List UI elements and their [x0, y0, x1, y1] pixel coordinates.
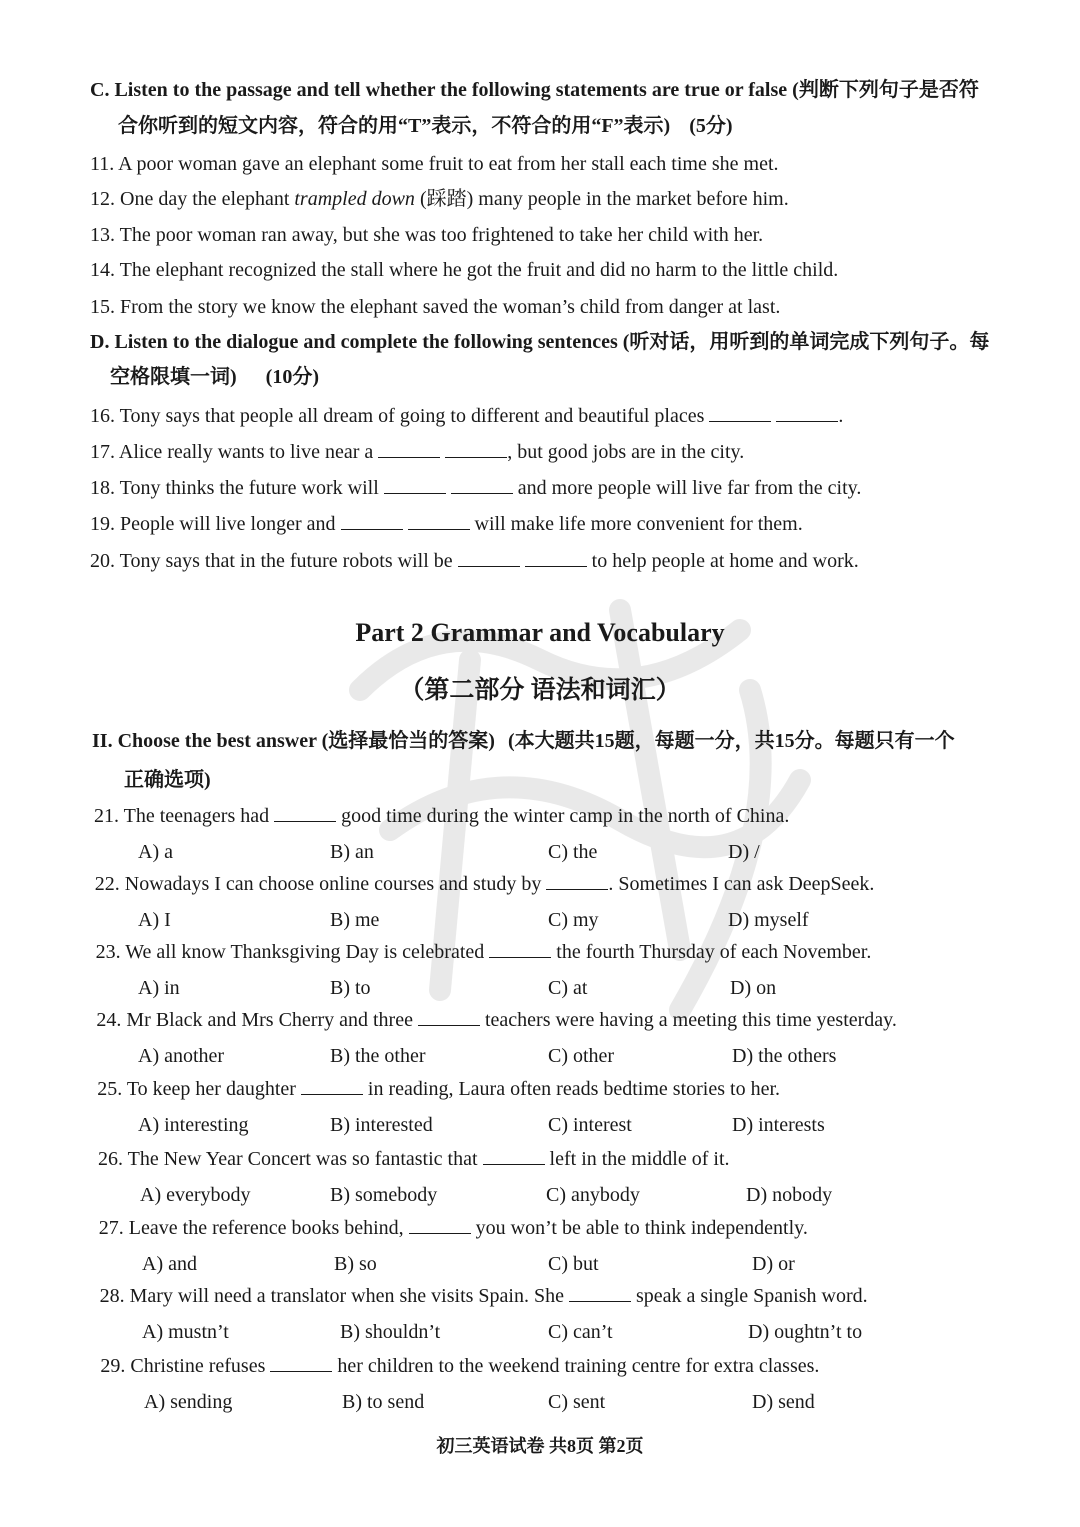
- statement-11: 11. A poor woman gave an elephant some fruit to eat from her stall each time she met.: [90, 153, 779, 175]
- option-d[interactable]: D) /: [728, 841, 760, 863]
- question-text: 24. Mr Black and Mrs Cherry and three: [96, 1009, 413, 1031]
- question-18: [90, 474, 861, 502]
- question-text-end: teachers were having a meeting this time yesterday.: [484, 1009, 897, 1031]
- option-d[interactable]: D) send: [752, 1391, 815, 1413]
- question-20-end: to help people at home and work.: [591, 550, 859, 572]
- question-29: [100, 1352, 819, 1380]
- answer-blank[interactable]: [525, 548, 587, 567]
- question-text: 22. Nowadays I can choose online courses and study by: [94, 873, 542, 895]
- option-b[interactable]: B) the other: [330, 1045, 426, 1067]
- section-ii-heading-cn: (选择最恰当的答案): [321, 730, 495, 752]
- question-text-end: good time during the winter camp in the north of China.: [341, 805, 790, 827]
- option-a[interactable]: A) in: [138, 977, 180, 999]
- option-c[interactable]: C) the: [548, 841, 598, 863]
- question-28: [100, 1282, 868, 1310]
- question-20: [90, 547, 859, 575]
- question-text-end: . Sometimes I can ask DeepSeek.: [608, 873, 875, 895]
- question-21: [94, 802, 789, 830]
- section-d-heading-cn: (听对话，用听到的单词完成下列句子。每: [622, 331, 990, 353]
- section-c-heading-cn2: 合你听到的短文内容，符合的用“T”表示，不符合的用“F”表示): [118, 115, 671, 137]
- section-ii-heading-en: II. Choose the best answer: [92, 730, 317, 752]
- question-26: [98, 1145, 730, 1173]
- question-16-text: 16. Tony says that people all dream of going to different and beautiful places: [90, 405, 705, 427]
- answer-blank[interactable]: [418, 1007, 480, 1026]
- question-text: 29. Christine refuses: [100, 1355, 266, 1377]
- option-d[interactable]: D) nobody: [746, 1184, 833, 1206]
- answer-blank[interactable]: [270, 1353, 332, 1372]
- section-c-heading-line2: [118, 112, 733, 140]
- option-c[interactable]: C) sent: [548, 1391, 606, 1413]
- option-b[interactable]: B) shouldn’t: [340, 1321, 441, 1343]
- option-c[interactable]: C) anybody: [546, 1184, 640, 1206]
- answer-blank[interactable]: [709, 403, 771, 422]
- statement-12-italic: trampled down: [294, 188, 415, 210]
- option-a[interactable]: A) a: [138, 841, 173, 863]
- option-c[interactable]: C) but: [548, 1253, 599, 1275]
- section-c-heading-en: C. Listen to the passage and tell whether the following statements are true or false: [90, 79, 788, 101]
- question-17-end: , but good jobs are in the city.: [507, 441, 745, 463]
- option-d[interactable]: D) or: [752, 1253, 795, 1275]
- option-b[interactable]: B) to send: [342, 1391, 425, 1413]
- question-18-text: 18. Tony thinks the future work will: [90, 477, 379, 499]
- page-footer: 初三英语试卷 共8页 第2页: [436, 1436, 644, 1456]
- section-d-points: (10分): [265, 366, 319, 388]
- section-d-heading: [90, 328, 989, 356]
- answer-blank[interactable]: [489, 939, 551, 958]
- question-text-end: left in the middle of it.: [549, 1148, 730, 1170]
- question-19-text: 19. People will live longer and: [90, 513, 336, 535]
- question-text-end: speak a single Spanish word.: [635, 1285, 868, 1307]
- question-text: 23. We all know Thanksgiving Day is celebrated: [95, 941, 485, 963]
- section-ii-heading: [92, 727, 955, 755]
- option-b[interactable]: B) me: [330, 909, 380, 931]
- option-c[interactable]: C) my: [548, 909, 599, 931]
- statement-12-rest: (踩踏) many people in the market before him.: [419, 188, 789, 210]
- section-d-heading-line2: [110, 363, 319, 391]
- option-a[interactable]: A) I: [138, 909, 171, 931]
- question-text-end: the fourth Thursday of each November.: [556, 941, 872, 963]
- statement-14: 14. The elephant recognized the stall where he got the fruit and did no harm to the little child.: [90, 259, 839, 281]
- option-c[interactable]: C) at: [548, 977, 588, 999]
- answer-blank[interactable]: [546, 871, 608, 890]
- section-ii-heading-cn2: (本大题共15题，每题一分，共15分。每题只有一个: [507, 730, 955, 752]
- section-c-heading: [90, 76, 979, 104]
- question-25: [97, 1075, 780, 1103]
- option-a[interactable]: A) another: [138, 1045, 225, 1067]
- answer-blank[interactable]: [483, 1146, 545, 1165]
- option-d[interactable]: D) on: [730, 977, 777, 999]
- question-text-end: in reading, Laura often reads bedtime stories to her.: [367, 1078, 781, 1100]
- question-19: [90, 510, 803, 538]
- question-18-end: and more people will live far from the city.: [517, 477, 862, 499]
- question-text-end: you won’t be able to think independently.: [475, 1217, 808, 1239]
- option-a[interactable]: A) everybody: [140, 1184, 251, 1206]
- question-17-text: 17. Alice really wants to live near a: [90, 441, 374, 463]
- section-c-points: (5分): [689, 115, 733, 137]
- answer-blank[interactable]: [408, 511, 470, 530]
- option-b[interactable]: B) an: [330, 841, 374, 863]
- option-b[interactable]: B) interested: [330, 1114, 433, 1136]
- answer-blank[interactable]: [384, 475, 446, 494]
- answer-blank[interactable]: [776, 403, 838, 422]
- statement-13: 13. The poor woman ran away, but she was too frightened to take her child with her.: [90, 224, 764, 246]
- section-c-heading-cn: (判断下列句子是否符: [792, 79, 979, 101]
- question-text: 27. Leave the reference books behind,: [98, 1217, 404, 1239]
- question-text-end: her children to the weekend training centre for extra classes.: [337, 1355, 820, 1377]
- question-text: 26. The New Year Concert was so fantastic that: [98, 1148, 478, 1170]
- option-d[interactable]: D) myself: [728, 909, 809, 931]
- answer-blank[interactable]: [341, 511, 403, 530]
- option-b[interactable]: B) so: [334, 1253, 377, 1275]
- question-22: [95, 870, 875, 898]
- option-b[interactable]: B) somebody: [330, 1184, 438, 1206]
- question-19-end: will make life more convenient for them.: [474, 513, 803, 535]
- answer-blank[interactable]: [274, 803, 336, 822]
- answer-blank[interactable]: [451, 475, 513, 494]
- question-24: [96, 1006, 896, 1034]
- question-27: [99, 1214, 808, 1242]
- statement-12: [90, 185, 789, 213]
- question-text: 25. To keep her daughter: [97, 1078, 296, 1100]
- option-d[interactable]: D) oughtn’t to: [748, 1321, 863, 1343]
- question-17: [90, 438, 744, 466]
- question-20-text: 20. Tony says that in the future robots will be: [90, 550, 453, 572]
- option-b[interactable]: B) to: [330, 977, 371, 999]
- section-d-heading-en: D. Listen to the dialogue and complete the following sentences: [90, 331, 618, 353]
- question-16: [90, 402, 843, 430]
- question-16-end: .: [838, 405, 844, 427]
- option-c[interactable]: C) can’t: [548, 1321, 613, 1343]
- option-d[interactable]: D) the others: [732, 1045, 837, 1067]
- option-d[interactable]: D) interests: [732, 1114, 825, 1136]
- option-a[interactable]: A) and: [142, 1253, 197, 1275]
- question-23: [96, 938, 872, 966]
- answer-blank[interactable]: [301, 1076, 363, 1095]
- part-2-title: Part 2 Grammar and Vocabulary: [355, 618, 725, 647]
- section-d-heading-cn2: 空格限填一词): [110, 366, 237, 388]
- answer-blank[interactable]: [569, 1283, 631, 1302]
- statement-15: 15. From the story we know the elephant saved the woman’s child from danger at last.: [90, 296, 781, 318]
- section-ii-heading-line2: 正确选项): [124, 769, 211, 791]
- statement-12-text: 12. One day the elephant: [90, 188, 290, 210]
- answer-blank[interactable]: [378, 439, 440, 458]
- option-a[interactable]: A) sending: [144, 1391, 233, 1413]
- answer-blank[interactable]: [409, 1215, 471, 1234]
- question-text: 28. Mary will need a translator when she visits Spain. She: [99, 1285, 564, 1307]
- option-a[interactable]: A) mustn’t: [142, 1321, 229, 1343]
- option-c[interactable]: C) other: [548, 1045, 615, 1067]
- part-2-subtitle: （第二部分 语法和词汇）: [399, 677, 681, 704]
- answer-blank[interactable]: [458, 548, 520, 567]
- option-c[interactable]: C) interest: [548, 1114, 632, 1136]
- option-a[interactable]: A) interesting: [138, 1114, 249, 1136]
- question-text: 21. The teenagers had: [94, 805, 270, 827]
- answer-blank[interactable]: [445, 439, 507, 458]
